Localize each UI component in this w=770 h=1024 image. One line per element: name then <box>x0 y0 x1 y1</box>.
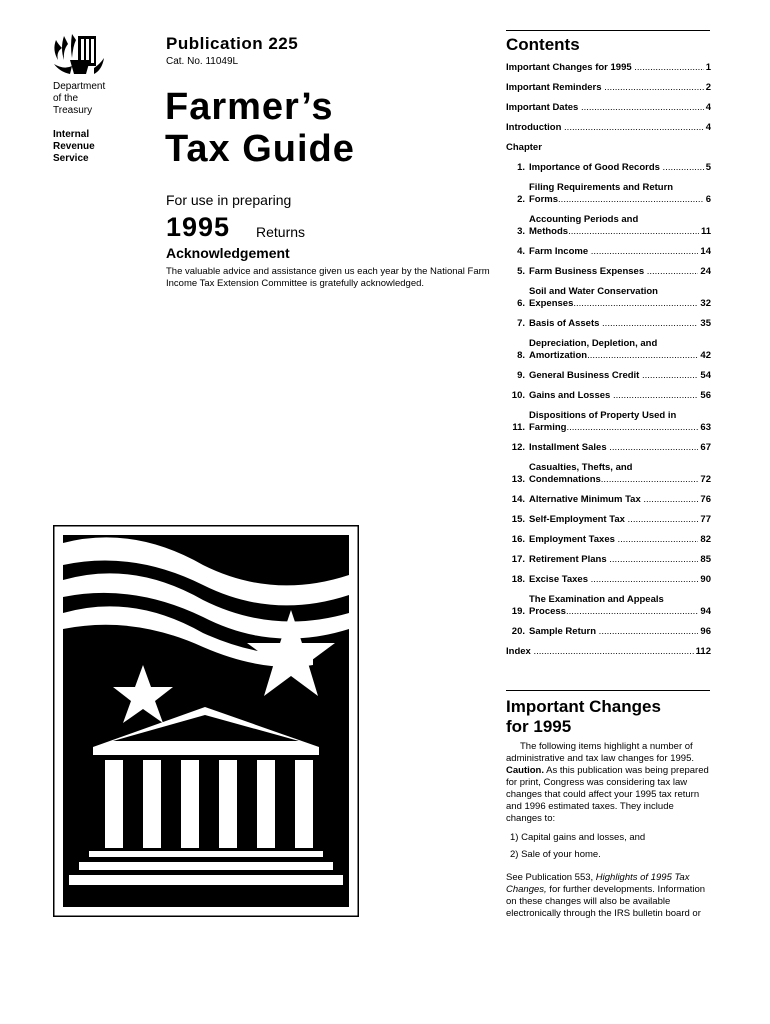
publication-number: Publication 225 <box>166 34 299 53</box>
irs-eagle-logo <box>50 30 106 78</box>
toc-chapter-label: Importance of Good Records ..... <box>529 162 704 174</box>
contents-top-rule <box>506 30 710 31</box>
toc-chapter-item[interactable] <box>506 534 711 546</box>
toc-item[interactable] <box>506 62 711 74</box>
toc-chapter-number: 1. <box>517 162 525 173</box>
toc-chapter-item[interactable] <box>506 410 711 434</box>
toc-chapter-number: 2. <box>517 194 525 205</box>
see-rest: for further developments. Information on these changes will also be available electronically through the IRS bulletin board or <box>506 884 706 919</box>
toc-chapter-line2: Forms ..... <box>529 194 704 206</box>
toc-page: 5 <box>705 162 711 173</box>
toc-chapter-label <box>529 214 699 238</box>
toc-chapter-number: 17. <box>511 554 525 565</box>
toc-chapter-line2: Farming ..... <box>529 422 698 434</box>
toc-chapter-number: 11. <box>512 422 525 433</box>
returns-text: Returns <box>256 224 306 240</box>
toc-chapter-line1: Casualties, Thefts, and <box>529 462 633 473</box>
toc-page: 112 <box>695 646 711 657</box>
toc-page: 63 <box>700 422 711 433</box>
toc-page: 4 <box>705 102 711 113</box>
title-line-1: Farmer’s <box>165 86 334 128</box>
toc-chapter-item[interactable] <box>506 390 711 402</box>
see-prefix: See Publication 553, <box>506 872 596 883</box>
toc-chapter-label: Sample Return ..... <box>529 626 698 638</box>
toc-chapter-list <box>506 162 711 638</box>
toc-chapter-item[interactable] <box>506 574 711 586</box>
toc-page: 85 <box>700 554 711 565</box>
toc-chapter-item[interactable] <box>506 462 711 486</box>
toc-chapter-item[interactable] <box>506 182 711 206</box>
section-rule <box>506 690 710 691</box>
toc-chapter-number: 10. <box>511 390 525 401</box>
title-line-2: Tax Guide <box>165 128 355 170</box>
toc-chapter-line1: Depreciation, Depletion, and <box>529 338 658 349</box>
acknowledgement-heading: Acknowledgement <box>166 245 290 261</box>
toc-chapter-number: 20. <box>511 626 525 637</box>
toc-page: 1 <box>705 62 711 73</box>
toc-chapter-line2: Condemnations ..... <box>529 474 698 486</box>
toc-page: 90 <box>700 574 711 585</box>
toc-chapter-label <box>529 462 698 486</box>
toc-page: 11 <box>700 226 711 237</box>
toc-chapter-label: Farm Business Expenses ..... <box>529 266 698 278</box>
toc-chapter-line2: Expenses ..... <box>529 298 698 310</box>
toc-chapter-label <box>529 338 698 362</box>
toc-chapter-heading: Chapter <box>506 142 542 153</box>
toc-chapter-label: Self-Employment Tax ..... <box>529 514 698 526</box>
toc-chapter-label: Gains and Losses ..... <box>529 390 698 402</box>
contents-title: Contents <box>506 35 580 54</box>
toc-page: 35 <box>700 318 711 329</box>
acknowledgement-text: The valuable advice and assistance given us each year by the National Farm Income Tax Extension Committee is gratefully acknowledged. <box>166 266 490 289</box>
toc-chapter-label <box>529 594 698 618</box>
toc-item[interactable] <box>506 102 711 114</box>
toc-chapter-number: 16. <box>511 534 525 545</box>
list-item: 1) Capital gains and losses, and <box>510 832 646 843</box>
irs-line: Revenue <box>53 141 95 152</box>
publication-title: Highlights of 1995 Tax Changes, <box>506 872 690 895</box>
toc-chapter-number: 14. <box>511 494 525 505</box>
toc-chapter-label: Farm Income ..... <box>529 246 698 258</box>
toc-chapter-item[interactable] <box>506 266 711 278</box>
toc-chapter-line1: Filing Requirements and Return <box>529 182 674 193</box>
toc-chapter-number: 4. <box>517 246 525 257</box>
toc-page: 32 <box>700 298 711 309</box>
see-publication-text <box>506 872 711 920</box>
toc-chapter-number: 9. <box>517 370 525 381</box>
toc-chapter-line1: Accounting Periods and <box>529 214 639 225</box>
toc-chapter-item[interactable] <box>506 514 711 526</box>
department-of-treasury <box>53 81 105 117</box>
toc-page: 82 <box>700 534 711 545</box>
toc-label: Important Changes for 1995 ..... <box>506 62 704 74</box>
toc-chapter-number: 8. <box>517 350 525 361</box>
heading-line-2: for 1995 <box>506 717 572 736</box>
toc-chapter-item[interactable] <box>506 494 711 506</box>
important-changes-body <box>506 741 711 825</box>
toc-page: 4 <box>705 122 711 133</box>
toc-chapter-label: Retirement Plans ..... <box>529 554 698 566</box>
toc-chapter-number: 6. <box>517 298 525 309</box>
toc-chapter-line2: Process ..... <box>529 606 698 618</box>
tax-year: 1995 <box>166 212 231 242</box>
toc-chapter-number: 13. <box>511 474 525 485</box>
department-line: Treasury <box>53 105 93 116</box>
toc-chapter-number: 3. <box>517 226 525 237</box>
toc-chapter-item[interactable] <box>506 554 711 566</box>
toc-chapter-item[interactable] <box>506 318 711 330</box>
toc-chapter-number: 18. <box>511 574 525 585</box>
toc-item[interactable] <box>506 122 711 134</box>
internal-revenue-service <box>53 129 95 165</box>
toc-chapter-label <box>529 182 704 206</box>
department-line: Department <box>53 81 106 92</box>
heading-line-1: Important Changes <box>506 697 661 716</box>
toc-chapter-item[interactable] <box>506 286 711 310</box>
toc-chapter-line2: Methods ..... <box>529 226 699 238</box>
important-changes-heading <box>506 697 661 737</box>
toc-chapter-label <box>529 286 698 310</box>
toc-label: Introduction ..... <box>506 122 704 134</box>
toc-chapter-label: Basis of Assets ..... <box>529 318 698 330</box>
toc-chapter-label: Installment Sales ..... <box>529 442 698 454</box>
toc-chapter-item[interactable] <box>506 214 711 238</box>
toc-chapter-label <box>529 410 698 434</box>
toc-chapter-label: Excise Taxes ..... <box>529 574 698 586</box>
toc-item[interactable] <box>506 82 711 94</box>
toc-chapter-number: 7. <box>517 318 525 329</box>
toc-label: Important Reminders ..... <box>506 82 704 94</box>
toc-page: 2 <box>705 82 711 93</box>
toc-chapter-line2: Amortization ..... <box>529 350 698 362</box>
toc-chapter-line1: The Examination and Appeals <box>529 594 664 605</box>
toc-chapter-item[interactable] <box>506 626 711 638</box>
toc-chapter-number: 5. <box>517 266 525 277</box>
toc-page: 54 <box>700 370 711 381</box>
toc-chapter-number: 12. <box>511 442 525 453</box>
toc-page: 56 <box>700 390 711 401</box>
toc-chapter-label: Employment Taxes ..... <box>529 534 698 546</box>
toc-chapter-item[interactable] <box>506 162 711 174</box>
department-line: of the <box>53 93 79 104</box>
toc-chapter-item[interactable] <box>506 338 711 362</box>
toc-chapter-label: Alternative Minimum Tax ..... <box>529 494 698 506</box>
toc-chapter-item[interactable] <box>506 442 711 454</box>
toc-chapter-number: 15. <box>511 514 525 525</box>
caution-label: Caution. <box>506 765 544 776</box>
toc-chapter-label: General Business Credit ..... <box>529 370 698 382</box>
toc-label: Important Dates ..... <box>506 102 704 114</box>
toc-page: 24 <box>700 266 711 277</box>
toc-chapter-number: 19. <box>511 606 525 617</box>
toc-chapter-item[interactable] <box>506 246 711 258</box>
catalog-number: Cat. No. 11049L <box>166 56 239 67</box>
toc-chapter-item[interactable] <box>506 594 711 618</box>
toc-chapter-line1: Dispositions of Property Used in <box>529 410 677 421</box>
for-use-text: For use in preparing <box>166 192 292 208</box>
toc-chapter-line1: Soil and Water Conservation <box>529 286 658 297</box>
irs-line: Internal <box>53 129 90 140</box>
caution-text: As this publication was being prepared for print, Congress was considering tax law changes that could affect your 1995 tax return and 1996 estimated taxes. They include changes to: <box>506 765 709 824</box>
toc-page: 96 <box>700 626 711 637</box>
toc-page: 94 <box>700 606 711 617</box>
page-title <box>165 86 355 170</box>
toc-page: 67 <box>700 442 711 453</box>
toc-page: 6 <box>705 194 711 205</box>
toc-page: 42 <box>700 350 711 361</box>
toc-label: Index ..... <box>506 646 694 658</box>
list-item: 2) Sale of your home. <box>510 849 601 860</box>
toc-page: 72 <box>700 474 711 485</box>
irs-line: Service <box>53 153 89 164</box>
toc-page: 77 <box>700 514 711 525</box>
toc-page: 76 <box>700 494 711 505</box>
toc-page: 14 <box>700 246 711 257</box>
toc-item-index[interactable] <box>506 646 711 658</box>
intro-text: The following items highlight a number of administrative and tax law changes for 1995. <box>506 741 694 764</box>
table-of-contents <box>506 62 711 666</box>
toc-chapter-item[interactable] <box>506 370 711 382</box>
capitol-flag-artwork <box>53 525 359 917</box>
